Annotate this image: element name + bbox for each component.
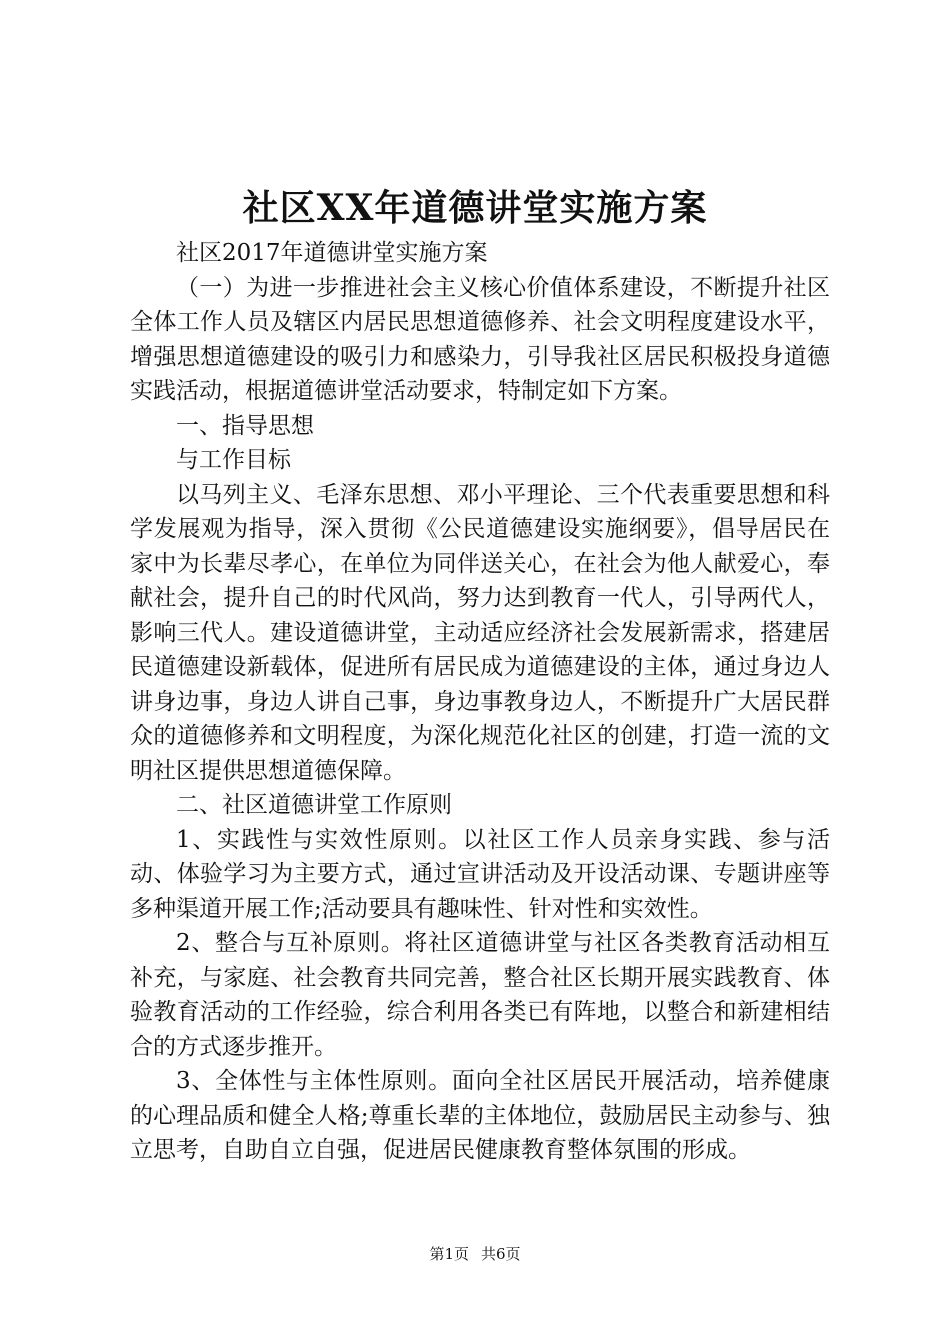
page-footer	[0, 1242, 950, 1266]
section-heading-principles: 二、社区道德讲堂工作原则	[176, 792, 452, 818]
document-body	[130, 236, 830, 1168]
page-number: 第1页	[429, 1245, 469, 1263]
section-heading-work-goals: 与工作目标	[176, 447, 291, 473]
guiding-ideology-paragraph: 以马列主义、毛泽东思想、邓小平理论、三个代表重要思想和科学发展观为指导，深入贯彻《公民道德建设实施纲要》，倡导居民在家中为长辈尽孝心，在单位为同伴送关心，在社会为他人献爱心，奉献社会，提升自己的时代风尚，努力达到教育一代人，引导两代人，影响三代人。建设道德讲堂，主动适应经济社会发展新需求，搭建居民道德建设新载体，促进所有居民成为道德建设的主体，通过身边人讲身边事，身边人讲自己事，身边事教身边人，不断提升广大居民群众的道德修养和文明程度，为深化规范化社区的创建，打造一流的文明社区提供思想道德保障。	[130, 481, 830, 784]
subtitle-paragraph: 社区2017年道德讲堂实施方案	[176, 240, 488, 266]
principle-1-paragraph: 1、实践性与实效性原则。以社区工作人员亲身实践、参与活动、体验学习为主要方式，通过宣讲活动及开设活动课、专题讲座等多种渠道开展工作;活动要具有趣味性、针对性和实效性。	[130, 826, 830, 922]
section-heading-guiding-ideology: 一、指导思想	[176, 412, 314, 439]
document-title: 社区XX年道德讲堂实施方案	[242, 187, 708, 229]
principle-3-paragraph: 3、全体性与主体性原则。面向全社区居民开展活动，培养健康的心理品质和健全人格;尊重长辈的主体地位，鼓励居民主动参与、独立思考，自助自立自强，促进居民健康教育整体氛围的形成。	[130, 1068, 830, 1163]
page-total: 共6页	[481, 1245, 521, 1263]
intro-paragraph: （一）为进一步推进社会主义核心价值体系建设，不断提升社区全体工作人员及辖区内居民思想道德修养、社会文明程度建设水平，增强思想道德建设的吸引力和感染力，引导我社区居民积极投身道德实践活动，根据道德讲堂活动要求，特制定如下方案。	[130, 274, 830, 404]
principle-2-paragraph: 2、整合与互补原则。将社区道德讲堂与社区各类教育活动相互补充，与家庭、社会教育共同完善，整合社区长期开展实践教育、体验教育活动的工作经验，综合利用各类已有阵地，以整合和新建相结合的方式逐步推开。	[130, 930, 830, 1060]
